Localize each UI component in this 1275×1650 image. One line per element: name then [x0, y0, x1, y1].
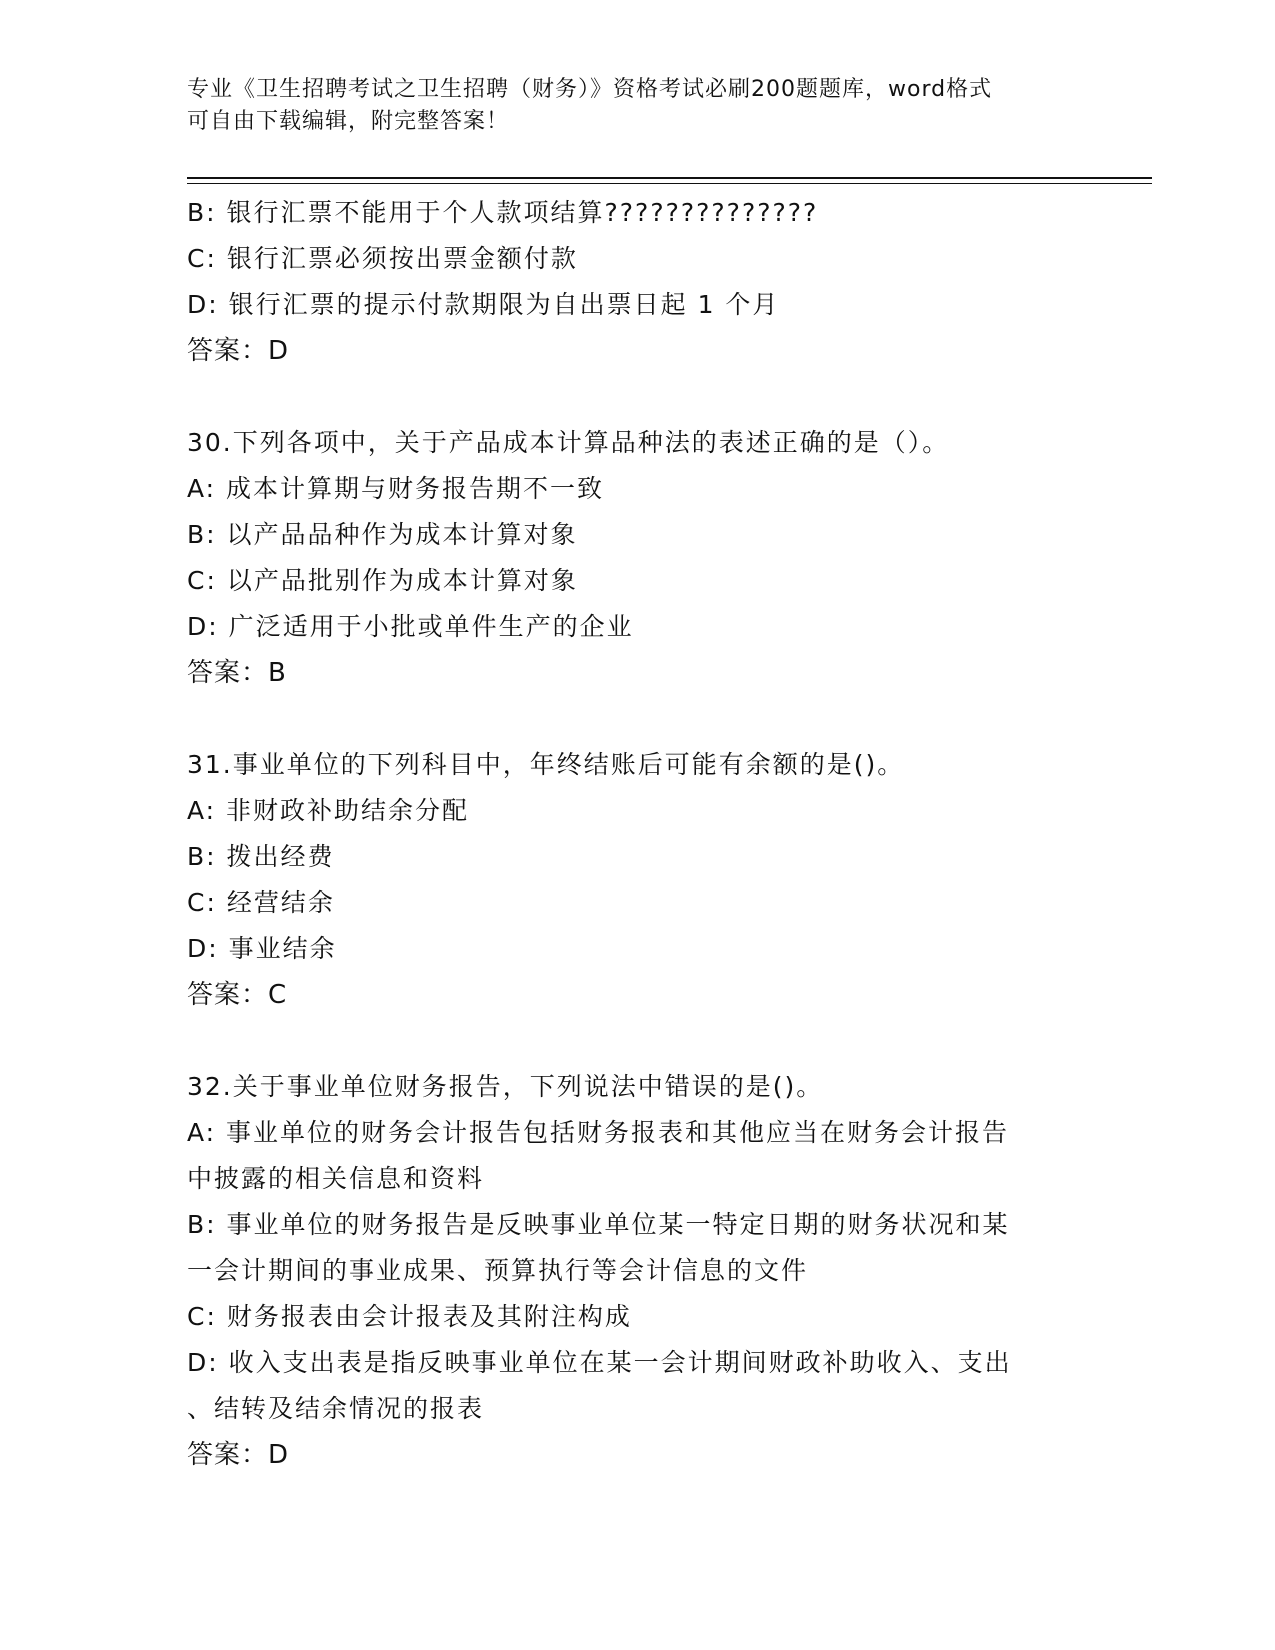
spacer [187, 374, 1087, 420]
option-c: C: 财务报表由会计报表及其附注构成 [187, 1302, 632, 1331]
answer: 答案：B [187, 658, 287, 688]
answer: 答案：C [187, 980, 288, 1010]
option-c: C: 以产品批别作为成本计算对象 [187, 566, 578, 595]
header-divider-thin [187, 183, 1152, 184]
option-b-line-2: 一会计期间的事业成果、预算执行等会计信息的文件 [187, 1256, 809, 1285]
header-title-line-2: 可自由下载编辑，附完整答案！ [187, 109, 510, 134]
question-29-tail [187, 190, 1087, 374]
header-title-line-1: 专业《卫生招聘考试之卫生招聘（财务）》资格考试必刷200题题库，word格式 [187, 77, 993, 102]
document-header [187, 74, 1067, 138]
option-a-line-1: A: 事业单位的财务会计报告包括财务报表和其他应当在财务会计报告 [187, 1118, 1010, 1147]
option-d: D: 银行汇票的提示付款期限为自出票日起 1 个月 [187, 290, 780, 319]
option-b-line-1: B: 事业单位的财务报告是反映事业单位某一特定日期的财务状况和某 [187, 1210, 1010, 1239]
question-text: 31.事业单位的下列科目中，年终结账后可能有余额的是()。 [187, 750, 905, 779]
option-d: D: 广泛适用于小批或单件生产的企业 [187, 612, 634, 641]
option-d-line-2: 、结转及结余情况的报表 [187, 1394, 485, 1423]
option-a-line-2: 中披露的相关信息和资料 [187, 1164, 485, 1193]
option-b: B: 银行汇票不能用于个人款项结算?????????????? [187, 198, 819, 227]
answer: 答案：D [187, 1440, 290, 1470]
option-a: A: 成本计算期与财务报告期不一致 [187, 474, 605, 503]
option-d-line-1: D: 收入支出表是指反映事业单位在某一会计期间财政补助收入、支出 [187, 1348, 1012, 1377]
question-32 [187, 1064, 1087, 1478]
question-text: 32.关于事业单位财务报告，下列说法中错误的是()。 [187, 1072, 824, 1101]
option-b: B: 以产品品种作为成本计算对象 [187, 520, 578, 549]
option-c: C: 银行汇票必须按出票金额付款 [187, 244, 578, 273]
spacer [187, 696, 1087, 742]
header-divider-thick [187, 177, 1152, 179]
question-30 [187, 420, 1087, 696]
question-31 [187, 742, 1087, 1018]
option-d: D: 事业结余 [187, 934, 337, 963]
answer: 答案：D [187, 336, 290, 366]
option-a: A: 非财政补助结余分配 [187, 796, 470, 825]
option-b: B: 拨出经费 [187, 842, 335, 871]
option-c: C: 经营结余 [187, 888, 335, 917]
spacer [187, 1018, 1087, 1064]
question-text: 30.下列各项中，关于产品成本计算品种法的表述正确的是（）。 [187, 428, 950, 457]
question-list [187, 190, 1087, 1478]
